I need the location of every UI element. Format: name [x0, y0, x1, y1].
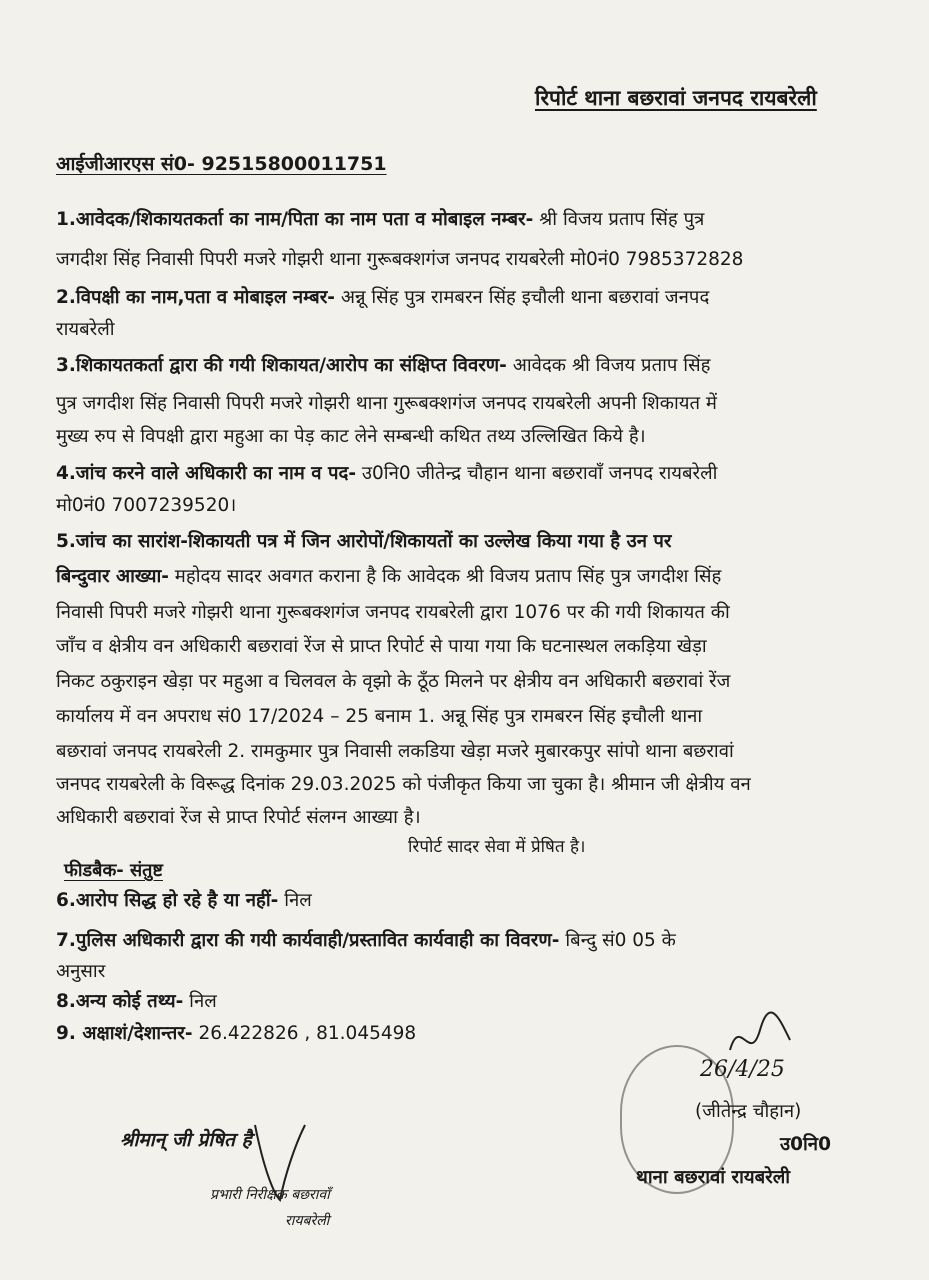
text-line [56, 318, 115, 342]
text-line [56, 208, 704, 232]
field-value: जाँच व क्षेत्रीय वन अधिकारी बछरावां रेंज से प्राप्त रिपोर्ट से पाया गया कि घटनास्थल लकड़िया खेड़ा [56, 636, 707, 657]
field-value: बिन्दु सं0 05 के [559, 930, 676, 951]
signatory-station: थाना बछरावां रायबरेली [636, 1167, 791, 1188]
text-line [56, 392, 717, 416]
field-label: 4.जांच करने वाले अधिकारी का नाम व पद- [56, 463, 356, 484]
field-value: अधिकारी बछरावां रेंज से प्राप्त रिपोर्ट संलग्न आख्या है। [56, 807, 421, 828]
text-line [56, 530, 672, 554]
field-label: 9. अक्षाशं/देशान्तर- [56, 1023, 193, 1044]
field-value: पुत्र जगदीश सिंह निवासी पिपरी मजरे गोझरी थाना गुरूबक्शगंज जनपद रायबरेली अपनी शिकायत में [56, 393, 717, 414]
text-line [56, 354, 710, 378]
field-value: श्री विजय प्रताप सिंह पुत्र [533, 209, 705, 230]
text-line [56, 705, 702, 729]
feedback-line: फीडबैक- संतुष्ट [64, 860, 163, 881]
text-line [56, 740, 734, 764]
field-value: रायबरेली [56, 319, 115, 340]
text-line [56, 494, 236, 518]
field-label: 8.अन्य कोई तथ्य- [56, 991, 184, 1012]
signature-date: 26/4/25 [700, 1057, 785, 1082]
field-label: 3.शिकायतकर्ता द्वारा की गयी शिकायत/आरोप का संक्षिप्त विवरण- [56, 355, 507, 376]
inspector-title: प्रभारी निरीक्षक बछरावाँ [210, 1187, 330, 1203]
text-line [56, 248, 743, 272]
field-value: आवेदक श्री विजय प्रताप सिंह [506, 355, 711, 376]
forwarding-note: श्रीमान् जी प्रेषित है [120, 1129, 252, 1151]
inspector-district: रायबरेली [285, 1213, 330, 1229]
text-line [56, 670, 730, 694]
officer-signature [720, 1010, 800, 1070]
field-label: 6.आरोप सिद्ध हो रहे है या नहीं- [56, 890, 279, 911]
igrs-number: आईजीआरएस सं0- 92515800011751 [56, 153, 387, 175]
text-line [56, 462, 717, 486]
field-label: बिन्दुवार आख्या- [56, 566, 169, 587]
field-value: महोदय सादर अवगत कराना है कि आवेदक श्री विजय प्रताप सिंह पुत्र जगदीश सिंह [168, 566, 722, 587]
field-value: निकट ठकुराइन खेड़ा पर महुआ व चिलवल के वृझो के ठूँठ मिलने पर क्षेत्रीय वन अधिकारी बछरावां रेंज [56, 671, 731, 692]
field-value: 26.422826 , 81.045498 [192, 1023, 417, 1044]
text-line [56, 425, 646, 449]
inspector-signature [245, 1115, 315, 1205]
text-line [56, 960, 105, 984]
field-value: बछरावां जनपद रायबरेली 2. रामकुमार पुत्र निवासी लकडिया खेड़ा मजरे मुबारकपुर सांपो थाना बछरावां [56, 741, 734, 762]
text-line [56, 990, 217, 1014]
forwarded-note: रिपोर्ट सादर सेवा में प्रेषित है। [408, 837, 586, 857]
field-label: 7.पुलिस अधिकारी द्वारा की गयी कार्यवाही/प्रस्तावित कार्यवाही का विवरण- [56, 930, 560, 951]
field-value: कार्यालय में वन अपराध सं0 17/2024 – 25 बनाम 1. अन्नू सिंह पुत्र रामबरन सिंह इचौली थाना [56, 706, 703, 727]
field-value: जगदीश सिंह निवासी पिपरी मजरे गोझरी थाना गुरूबक्शगंज जनपद रायबरेली मो0नं0 7985372828 [56, 249, 744, 270]
text-line [56, 929, 676, 953]
report-title: रिपोर्ट थाना बछरावां जनपद रायबरेली [535, 86, 817, 110]
text-line [56, 565, 721, 589]
text-line [56, 1022, 416, 1046]
signatory-name: (जीतेन्द्र चौहान) [695, 1101, 802, 1122]
field-label: 1.आवेदक/शिकायतकर्ता का नाम/पिता का नाम पता व मोबाइल नम्बर- [56, 209, 534, 230]
text-line [56, 635, 707, 659]
text-line [56, 889, 312, 913]
field-label: 2.विपक्षी का नाम,पता व मोबाइल नम्बर- [56, 287, 335, 308]
text-line [56, 773, 751, 797]
field-label: 5.जांच का सारांश-शिकायती पत्र में जिन आरोपों/शिकायतों का उल्लेख किया गया है उन पर [56, 531, 672, 552]
signatory-rank: उ0नि0 [780, 1134, 831, 1155]
field-value: निवासी पिपरी मजरे गोझरी थाना गुरूबक्शगंज जनपद रायबरेली द्वारा 1076 पर की गयी शिकायत की [56, 602, 730, 623]
field-value: निल [278, 890, 312, 911]
text-line [56, 286, 709, 310]
field-value: निल [183, 991, 217, 1012]
text-line [56, 806, 421, 830]
field-value: जनपद रायबरेली के विरूद्ध दिनांक 29.03.2025 को पंजीकृत किया जा चुका है। श्रीमान जी क्षेत्रीय वन [56, 774, 751, 795]
field-value: अनुसार [56, 961, 106, 982]
field-value: मो0नं0 7007239520। [56, 495, 237, 516]
text-line [56, 601, 730, 625]
field-value: अन्नू सिंह पुत्र रामबरन सिंह इचौली थाना बछरावां जनपद [334, 287, 710, 308]
field-value: उ0नि0 जीतेन्द्र चौहान थाना बछरावाँ जनपद रायबरेली [356, 463, 718, 484]
field-value: मुख्य रुप से विपक्षी द्वारा महुआ का पेड़ काट लेने सम्बन्धी कथित तथ्य उल्लिखित किये है। [56, 426, 646, 447]
